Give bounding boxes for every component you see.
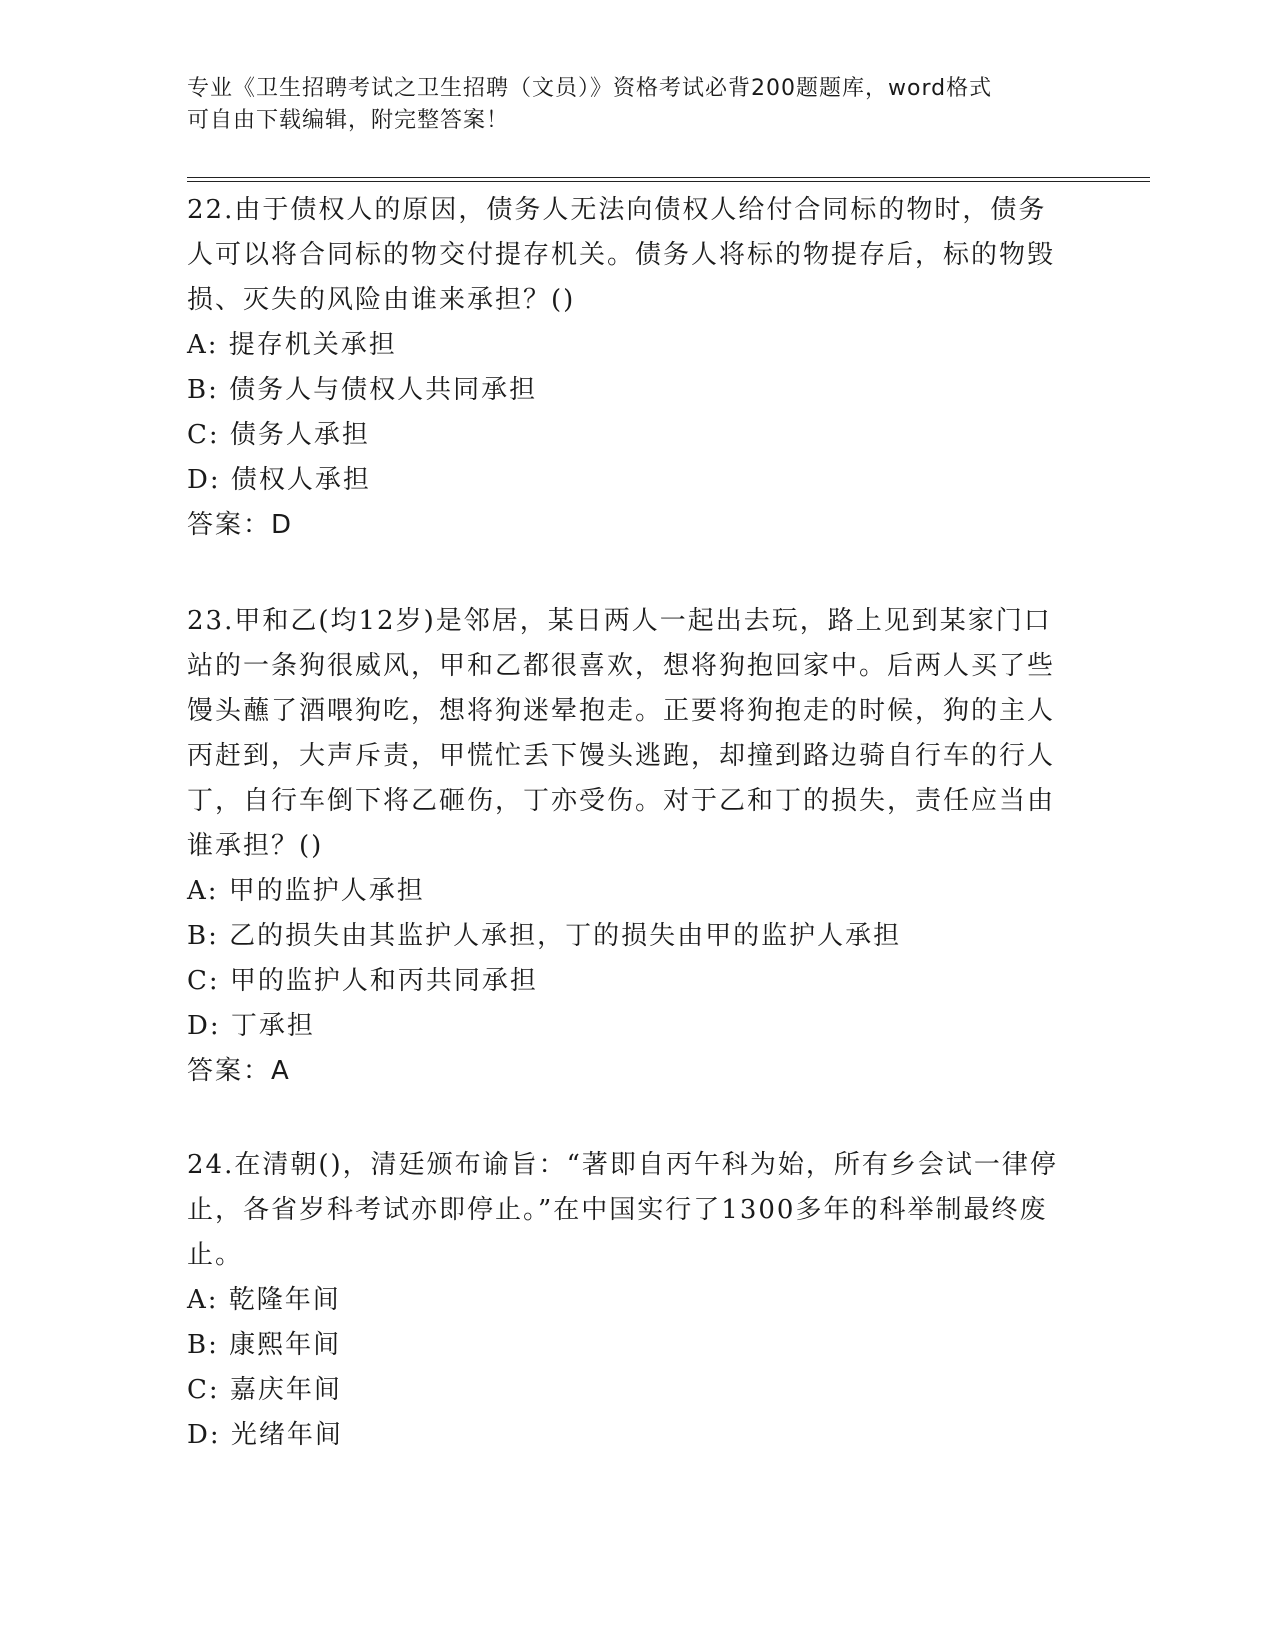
answer-label: 答案：A (187, 1056, 291, 1086)
header-divider-top (187, 177, 1150, 178)
option-c: C: 嘉庆年间 (187, 1375, 342, 1405)
option-b: B: 乙的损失由其监护人承担，丁的损失由甲的监护人承担 (187, 921, 902, 951)
header-line-2: 可自由下载编辑，附完整答案！ (187, 108, 510, 133)
option-b: B: 债务人与债权人共同承担 (187, 375, 538, 405)
question-stem: 24.在清朝()，清廷颁布谕旨：“著即自丙午科为始，所有乡会试一律停止，各省岁科考试亦即停止。”在中国实行了1300多年的科举制最终废止。 (187, 1150, 1058, 1270)
option-b: B: 康熙年间 (187, 1330, 342, 1360)
question-stem: 22.由于债权人的原因，债务人无法向债权人给付合同标的物时，债务人可以将合同标的物交付提存机关。债务人将标的物提存后，标的物毁损、灭失的风险由谁来承担？() (187, 195, 1056, 315)
question-24 (187, 1143, 1067, 1458)
option-d: D: 丁承担 (187, 1011, 315, 1041)
document-header (187, 73, 1087, 137)
answer-label: 答案：D (187, 510, 294, 540)
option-c: C: 债务人承担 (187, 420, 370, 450)
header-line-1: 专业《卫生招聘考试之卫生招聘（文员）》资格考试必背200题题库，word格式 (187, 76, 993, 101)
option-d: D: 债权人承担 (187, 465, 371, 495)
option-a: A: 甲的监护人承担 (187, 876, 425, 906)
option-a: A: 乾隆年间 (187, 1285, 341, 1315)
question-22 (187, 188, 1067, 548)
question-23 (187, 599, 1067, 1094)
option-c: C: 甲的监护人和丙共同承担 (187, 966, 538, 996)
option-d: D: 光绪年间 (187, 1420, 343, 1450)
question-stem: 23.甲和乙(均12岁)是邻居，某日两人一起出去玩，路上见到某家门口站的一条狗很威风，甲和乙都很喜欢，想将狗抱回家中。后两人买了些馒头蘸了酒喂狗吃，想将狗迷晕抱走。正要将狗抱走的时候，狗的主人丙赶到，大声斥责，甲慌忙丢下馒头逃跑，却撞到路边骑自行车的行人丁，自行车倒下将乙砸伤，丁亦受伤。对于乙和丁的损失，责任应当由谁承担？() (187, 606, 1056, 861)
option-a: A: 提存机关承担 (187, 330, 397, 360)
header-divider-bottom (187, 181, 1150, 182)
